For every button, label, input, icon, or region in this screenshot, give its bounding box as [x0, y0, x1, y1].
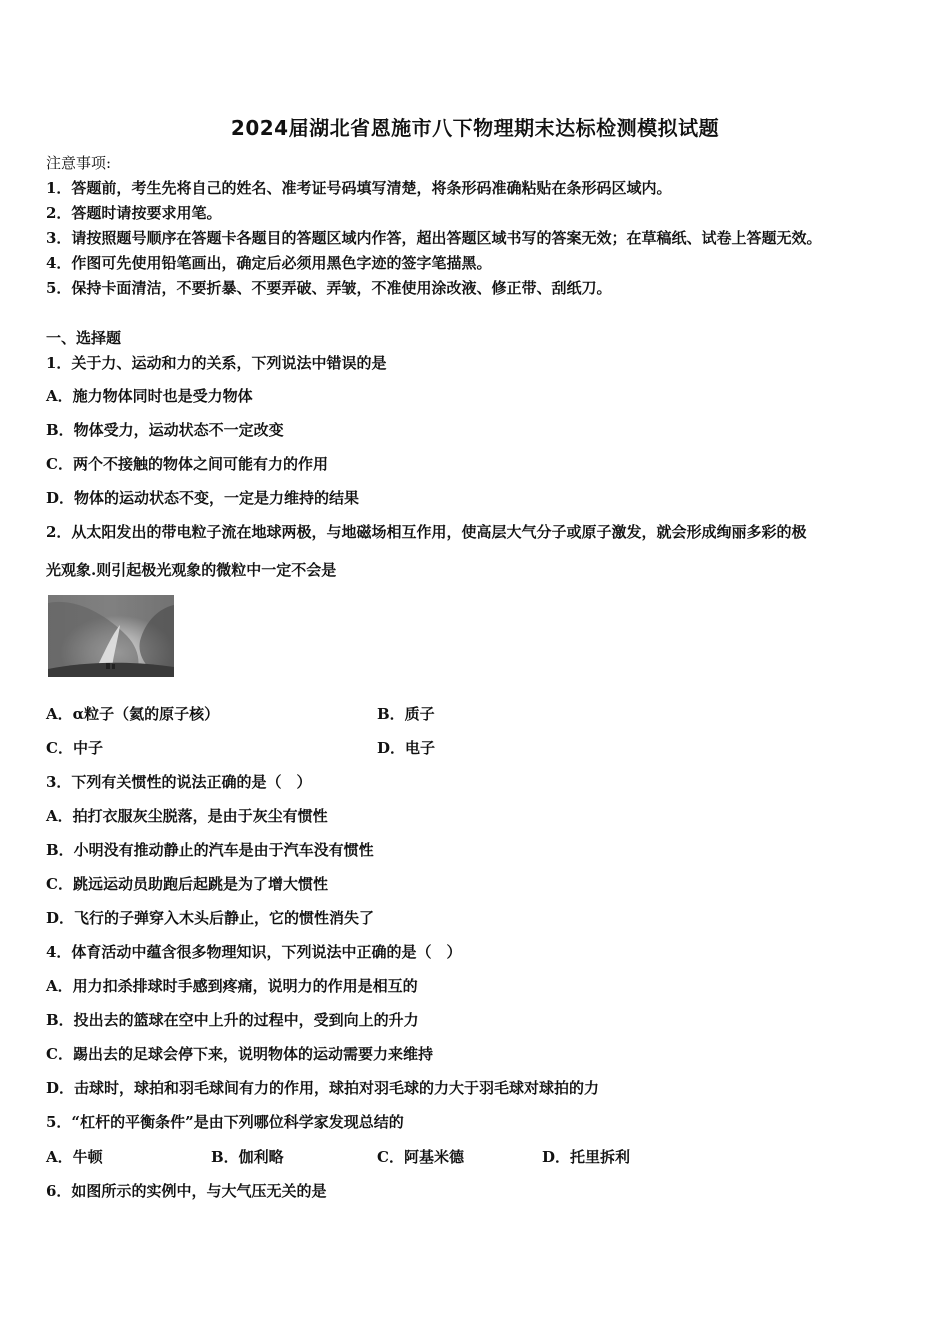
note-item-4: 4．作图可先使用铅笔画出，确定后必须用黑色字迹的签字笔描黑。 [46, 254, 492, 272]
q1-option-a: A．施力物体同时也是受力物体 [46, 387, 253, 405]
note-item-2: 2．答题时请按要求用笔。 [46, 204, 222, 222]
q5-stem: 5．“杠杆的平衡条件”是由下列哪位科学家发现总结的 [46, 1113, 404, 1131]
section-heading: 一、选择题 [46, 329, 122, 347]
q3-option-d: D．飞行的子弹穿入木头后静止，它的惯性消失了 [46, 909, 375, 927]
note-item-1: 1．答题前，考生先将自己的姓名、准考证号码填写清楚，将条形码准确粘贴在条形码区域内。 [46, 179, 672, 197]
q3-stem: 3．下列有关惯性的说法正确的是（ ） [46, 773, 312, 791]
q1-stem: 1．关于力、运动和力的关系，下列说法中错误的是 [46, 354, 387, 372]
aurora-photo [48, 595, 174, 677]
q5-option-a: A．牛顿 [46, 1148, 103, 1166]
note-item-3: 3．请按照题号顺序在答题卡各题目的答题区域内作答，超出答题区域书写的答案无效；在草稿纸、试卷上答题无效。 [46, 229, 822, 247]
q4-option-b: B．投出去的篮球在空中上升的过程中，受到向上的升力 [46, 1011, 419, 1029]
q4-option-a: A．用力扣杀排球时手感到疼痛，说明力的作用是相互的 [46, 977, 418, 995]
q2-option-c: C．中子 [46, 739, 103, 757]
q2-option-d: D．电子 [377, 739, 436, 757]
exam-title: 2024届湖北省恩施市八下物理期末达标检测模拟试题 [230, 116, 720, 140]
q4-option-c: C．踢出去的足球会停下来，说明物体的运动需要力来维持 [46, 1045, 433, 1063]
q1-option-d: D．物体的运动状态不变，一定是力维持的结果 [46, 489, 360, 507]
q4-option-d: D．击球时，球拍和羽毛球间有力的作用，球拍对羽毛球的力大于羽毛球对球拍的力 [46, 1079, 600, 1097]
q6-stem: 6．如图所示的实例中，与大气压无关的是 [46, 1182, 327, 1200]
q4-stem: 4．体育活动中蕴含很多物理知识，下列说法中正确的是（ ） [46, 943, 462, 961]
q1-option-b: B．物体受力，运动状态不一定改变 [46, 421, 284, 439]
notes-heading: 注意事项: [46, 154, 112, 172]
q2-option-a: A．α粒子（氦的原子核） [46, 705, 220, 723]
q3-option-c: C．跳远运动员助跑后起跳是为了增大惯性 [46, 875, 328, 893]
q5-option-b: B．伽利略 [211, 1148, 284, 1166]
note-item-5: 5．保持卡面清洁，不要折暴、不要弄破、弄皱，不准使用涂改液、修正带、刮纸刀。 [46, 279, 612, 297]
q3-option-a: A．拍打衣服灰尘脱落，是由于灰尘有惯性 [46, 807, 328, 825]
q2-stem-line1: 2．从太阳发出的带电粒子流在地球两极，与地磁场相互作用，使高层大气分子或原子激发，就会形成绚丽多彩的极 [46, 523, 807, 541]
q2-stem-line2: 光观象.则引起极光观象的微粒中一定不会是 [46, 561, 337, 579]
q2-option-b: B．质子 [377, 705, 435, 723]
q5-option-c: C．阿基米德 [377, 1148, 464, 1166]
q1-option-c: C．两个不接触的物体之间可能有力的作用 [46, 455, 328, 473]
q3-option-b: B．小明没有推动静止的汽车是由于汽车没有惯性 [46, 841, 374, 859]
q5-option-d: D．托里拆利 [542, 1148, 631, 1166]
